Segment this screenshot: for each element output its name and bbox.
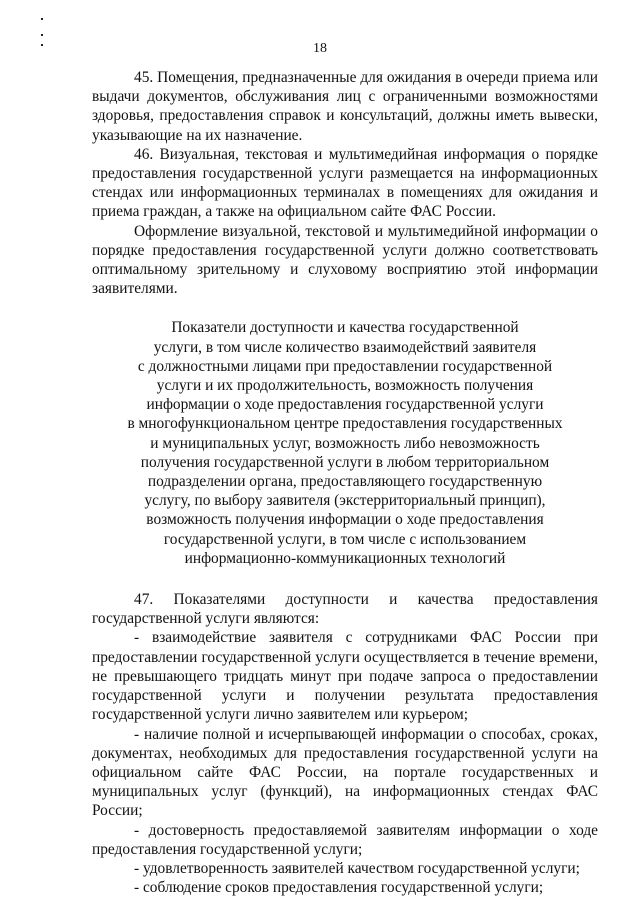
heading-line: в многофункциональном центре предоставления государственных: [127, 415, 563, 433]
list-item-interaction: - взаимодействие заявителя с сотрудниками ФАС России при предоставлении государственной услуги осуществляется в течение времени, не превышающего тридцать минут при подаче запроса о предоставлении государственной услуги и получении результата предоставления государственной услуги лично заявителем или курьером;: [92, 629, 598, 724]
section-heading: [92, 318, 598, 568]
list-item-reliability: - достоверность предоставляемой заявителям информации о ходе предоставления государственной услуги;: [92, 821, 598, 858]
paragraph-design-info: Оформление визуальной, текстовой и мультимедийной информации о порядке предоставления государственной услуги должно соответствовать оптимальному зрительному и слуховому восприятию этой информации заявителями.: [92, 222, 598, 298]
heading-line: информации о ходе предоставления государственной услуги: [146, 396, 544, 414]
paragraph-47: 47. Показателями доступности и качества предоставления государственной услуги являются:: [92, 591, 598, 628]
document-body: [92, 68, 598, 897]
scan-artifact: [41, 18, 43, 20]
list-item-information: - наличие полной и исчерпывающей информации о способах, сроках, документах, необходимых для предоставления государственной услуги на официальном сайте ФАС России, на портале государственных и муниципальных услуг (функций), на информационных стендах ФАС России;: [92, 725, 598, 820]
list-item-deadlines: - соблюдение сроков предоставления государственной услуги;: [134, 879, 544, 897]
heading-line: возможность получения информации о ходе предоставления: [146, 511, 544, 529]
page-number: 18: [313, 41, 327, 56]
heading-line: услуги, в том числе количество взаимодействий заявителя: [153, 338, 537, 356]
heading-line: с должностными лицами при предоставлении государственной: [137, 357, 553, 375]
list-item-satisfaction: - удовлетворенность заявителей качеством государственной услуги;: [134, 859, 580, 877]
paragraph-46: 46. Визуальная, текстовая и мультимедийная информация о порядке предоставления государственной услуги размещается на информационных стендах или информационных терминалах в помещениях для ожидания и приема граждан, а также на официальном сайте ФАС России.: [92, 145, 598, 221]
heading-line: услугу, по выбору заявителя (экстерриториальный принцип),: [144, 492, 546, 510]
heading-line: услуги и их продолжительность, возможность получения: [156, 377, 534, 395]
section-spacer: [92, 568, 598, 590]
heading-line: подразделении органа, предоставляющего государственную: [147, 473, 543, 491]
scan-artifact: [41, 34, 43, 36]
heading-line: государственной услуги, в том числе с использованием: [163, 530, 527, 548]
paragraph-45: 45. Помещения, предназначенные для ожидания в очереди приема или выдачи документов, обслуживания лиц с ограниченными возможностями здоровья, предоставления справок и консультаций, должны иметь вывески, указывающие на их назначение.: [92, 69, 598, 144]
heading-line: Показатели доступности и качества государственной: [171, 319, 519, 337]
heading-line: и муниципальных услуг, возможность либо невозможность: [150, 434, 540, 452]
heading-line: информационно-коммуникационных технологий: [184, 549, 506, 567]
heading-line: получения государственной услуги в любом территориальном: [140, 453, 550, 471]
